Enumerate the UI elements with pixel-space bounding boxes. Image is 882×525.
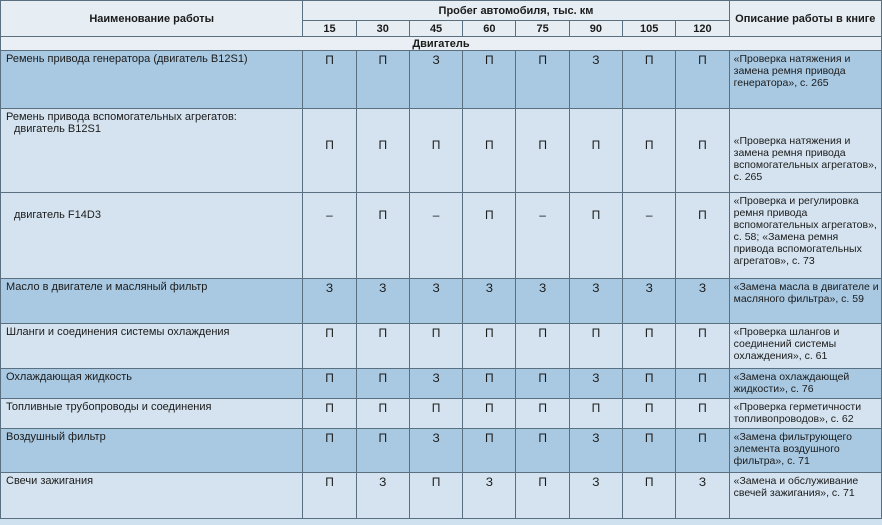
cell-value: П xyxy=(356,369,409,399)
table-row xyxy=(1,369,882,399)
cell-value: П xyxy=(356,109,409,193)
cell-value: З xyxy=(569,369,622,399)
work-name: Ремень привода генератора (двигатель B12S1) xyxy=(1,51,303,109)
cell-value: П xyxy=(623,51,676,109)
cell-value: З xyxy=(569,473,622,519)
cell-value: П xyxy=(623,109,676,193)
cell-value: П xyxy=(356,193,409,279)
table-row xyxy=(1,429,882,473)
cell-value: П xyxy=(516,399,569,429)
cell-value: П xyxy=(569,193,622,279)
cell-value: З xyxy=(409,51,462,109)
header-description: Описание работы в книге xyxy=(729,1,881,37)
cell-value: – xyxy=(623,193,676,279)
cell-value: З xyxy=(356,279,409,324)
cell-value: З xyxy=(356,473,409,519)
cell-value: З xyxy=(676,473,729,519)
table-row xyxy=(1,109,882,193)
header-work-name: Наименование работы xyxy=(1,1,303,37)
cell-value: П xyxy=(516,429,569,473)
work-name: Ремень привода вспомогательных агрегатов: xyxy=(6,111,237,123)
cell-value: П xyxy=(516,473,569,519)
cell-value: П xyxy=(356,429,409,473)
description: «Замена и обслуживание свечей зажигания», с. 71 xyxy=(729,473,881,519)
work-name: Масло в двигателе и масляный фильтр xyxy=(1,279,303,324)
cell-value: П xyxy=(303,324,356,369)
cell-value: П xyxy=(463,399,516,429)
work-name: Воздушный фильтр xyxy=(1,429,303,473)
cell-value: П xyxy=(676,51,729,109)
cell-value: П xyxy=(516,369,569,399)
cell-value: З xyxy=(569,51,622,109)
description: «Замена масла в двигателе и масляного фильтра», с. 59 xyxy=(729,279,881,324)
cell-value: П xyxy=(409,109,462,193)
cell-value: З xyxy=(409,279,462,324)
cell-value: З xyxy=(303,279,356,324)
work-name: Шланги и соединения системы охлаждения xyxy=(1,324,303,369)
table-row xyxy=(1,473,882,519)
table-row xyxy=(1,51,882,109)
cell-value: П xyxy=(623,473,676,519)
table-row xyxy=(1,399,882,429)
cell-value: П xyxy=(303,399,356,429)
cell-value: П xyxy=(569,399,622,429)
cell-value: З xyxy=(516,279,569,324)
cell-value: П xyxy=(516,109,569,193)
cell-value: П xyxy=(303,429,356,473)
cell-value: П xyxy=(676,369,729,399)
cell-value: П xyxy=(463,109,516,193)
cell-value: П xyxy=(303,51,356,109)
description: «Замена фильтрующего элемента воздушного фильтра», с. 71 xyxy=(729,429,881,473)
work-subname: двигатель F14D3 xyxy=(14,209,101,221)
cell-value: П xyxy=(409,399,462,429)
table-row xyxy=(1,324,882,369)
cell-value: П xyxy=(516,324,569,369)
cell-value: П xyxy=(623,369,676,399)
cell-value: П xyxy=(356,51,409,109)
cell-value: З xyxy=(569,429,622,473)
work-name: Свечи зажигания xyxy=(1,473,303,519)
cell-value: – xyxy=(516,193,569,279)
cell-value: П xyxy=(623,429,676,473)
cell-value: З xyxy=(409,369,462,399)
cell-value: П xyxy=(463,369,516,399)
table-row xyxy=(1,193,882,279)
header-km: 90 xyxy=(569,21,622,37)
cell-value: П xyxy=(303,473,356,519)
cell-value: З xyxy=(463,279,516,324)
table-row xyxy=(1,279,882,324)
cell-value: П xyxy=(516,51,569,109)
description: «Проверка шлангов и соединений системы охлаждения», с. 61 xyxy=(729,324,881,369)
description: «Проверка натяжения и замена ремня привода вспомогательных агрегатов», с. 265 xyxy=(729,109,881,193)
cell-value: П xyxy=(409,324,462,369)
header-km: 15 xyxy=(303,21,356,37)
header-mileage: Пробег автомобиля, тыс. км xyxy=(303,1,729,21)
cell-value: П xyxy=(676,399,729,429)
cell-value: П xyxy=(623,324,676,369)
cell-value: П xyxy=(676,109,729,193)
cell-value: П xyxy=(463,429,516,473)
header-km: 105 xyxy=(623,21,676,37)
header-km: 45 xyxy=(409,21,462,37)
description: «Проверка герметичности топливопроводов», с. 62 xyxy=(729,399,881,429)
header-km: 120 xyxy=(676,21,729,37)
work-name: Охлаждающая жидкость xyxy=(1,369,303,399)
cell-value: З xyxy=(409,429,462,473)
header-km: 30 xyxy=(356,21,409,37)
description: «Замена охлаждающей жидкости», с. 76 xyxy=(729,369,881,399)
cell-value: П xyxy=(569,324,622,369)
description: «Проверка натяжения и замена ремня привода генератора», с. 265 xyxy=(729,51,881,109)
section-title: Двигатель xyxy=(1,37,882,51)
header-km: 60 xyxy=(463,21,516,37)
cell-value: П xyxy=(409,473,462,519)
cell-value: З xyxy=(463,473,516,519)
cell-value: П xyxy=(303,109,356,193)
cell-value: З xyxy=(623,279,676,324)
cell-value: П xyxy=(356,399,409,429)
header-km: 75 xyxy=(516,21,569,37)
cell-value: П xyxy=(676,193,729,279)
cell-value: – xyxy=(409,193,462,279)
cell-value: П xyxy=(676,324,729,369)
work-name: Топливные трубопроводы и соединения xyxy=(1,399,303,429)
description: «Проверка и регулировка ремня привода вспомогательных агрегатов», с. 58; «Замена ремня привода вспомогательных агрегатов», с. 73 xyxy=(729,193,881,279)
cell-value: П xyxy=(356,324,409,369)
cell-value: П xyxy=(463,51,516,109)
cell-value: З xyxy=(676,279,729,324)
cell-value: – xyxy=(303,193,356,279)
cell-value: П xyxy=(676,429,729,473)
cell-value: П xyxy=(463,324,516,369)
cell-value: П xyxy=(463,193,516,279)
cell-value: П xyxy=(303,369,356,399)
work-subname: двигатель B12S1 xyxy=(14,123,101,135)
cell-value: П xyxy=(569,109,622,193)
cell-value: П xyxy=(623,399,676,429)
cell-value: З xyxy=(569,279,622,324)
